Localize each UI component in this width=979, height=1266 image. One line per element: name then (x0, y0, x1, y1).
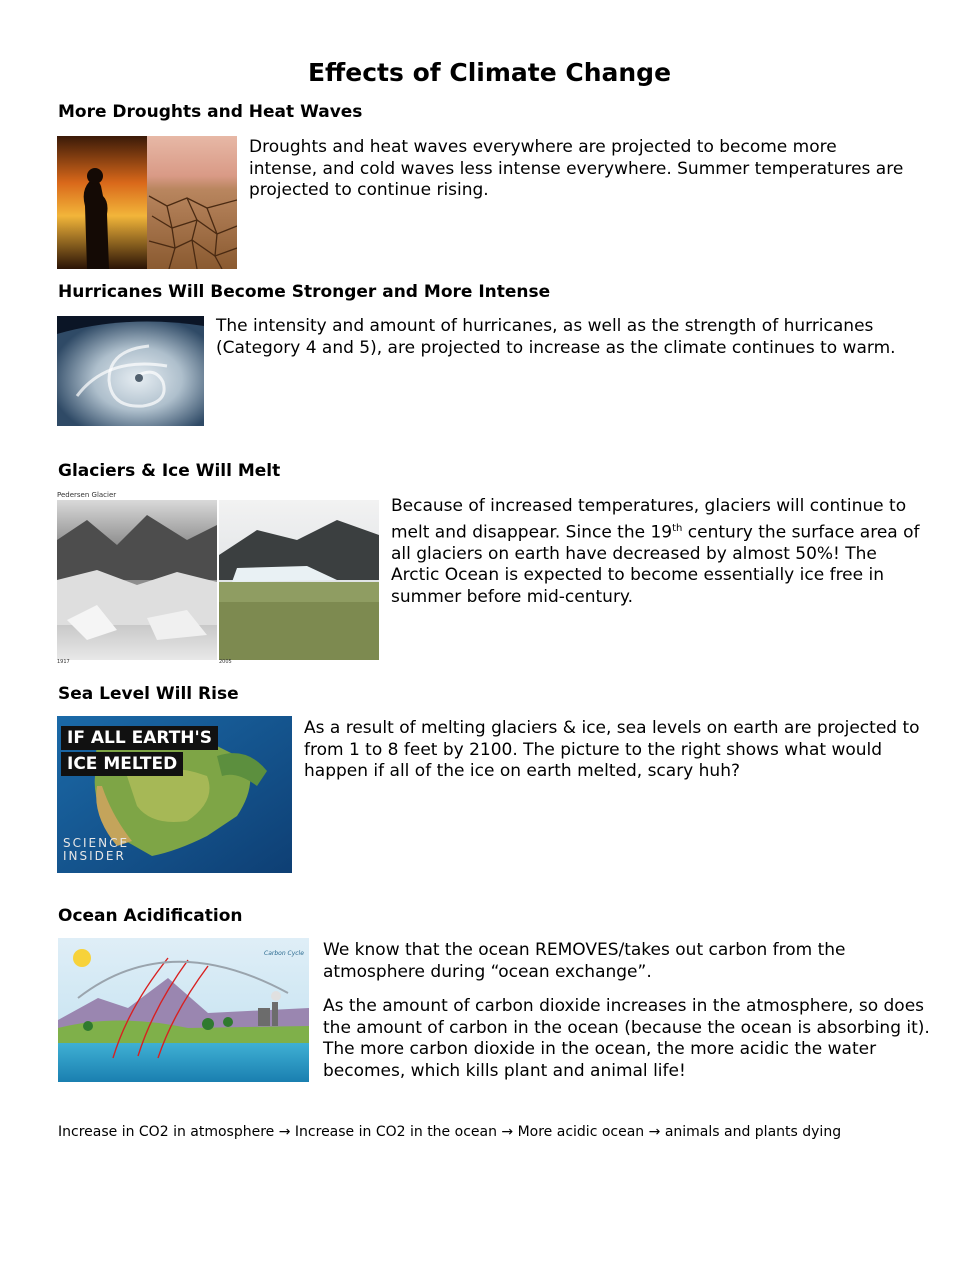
sea-level-tag-line1: IF ALL EARTH'S (61, 726, 218, 750)
heading-sea-level: Sea Level Will Rise (58, 684, 239, 704)
droughts-fire-image (57, 136, 237, 269)
glaciers-text (391, 496, 921, 608)
sea-level-tag-line2: ICE MELTED (61, 752, 183, 776)
sea-level-text: As a result of melting glaciers & ice, sea levels on earth are projected to from 1 to 8 feet by 2100. The picture to the right shows what would happen if all of the ice on earth melted, scary huh? (304, 718, 920, 781)
flow-step-3: More acidic ocean (517, 1124, 645, 1140)
glaciers-text-part1: Because of increased temperatures, glaciers will continue to melt and disappear. Since the 19 (391, 496, 907, 543)
co2-flow-chain (58, 1124, 841, 1140)
heading-hurricanes: Hurricanes Will Become Stronger and More Intense (58, 282, 551, 302)
carbon-cycle-label: Carbon Cycle (264, 950, 304, 957)
logo-line1: SCIENCE (63, 836, 130, 850)
heading-glaciers: Glaciers & Ice Will Melt (58, 461, 281, 481)
carbon-cycle-image (58, 938, 309, 1082)
glacier-image-caption: Pedersen Glacier (57, 491, 117, 499)
ocean-text-2: As the amount of carbon dioxide increases in the atmosphere, so does the amount of carbon in the ocean (because the ocean is absorbing it). The more carbon dioxide in the ocean, the more acidic the water becomes, which kills plant and animal life! (323, 996, 930, 1081)
heading-droughts: More Droughts and Heat Waves (58, 102, 363, 122)
glaciers-text-sup: th (672, 522, 683, 534)
flow-step-1: Increase in CO2 in atmosphere (58, 1124, 275, 1140)
flow-step-4: animals and plants dying (664, 1124, 842, 1140)
ocean-text-1: We know that the ocean REMOVES/takes out carbon from the atmosphere during “ocean exchange”. (323, 940, 846, 982)
heading-ocean-acidification: Ocean Acidification (58, 906, 243, 926)
page-title: Effects of Climate Change (307, 58, 672, 87)
glaciers-text-part2: century the surface area of all glaciers on earth have decreased by almost 50%! The Arctic Ocean is expected to become essentially ice free in summer before mid-century. (391, 522, 920, 607)
hurricane-image (57, 316, 204, 426)
sea-level-map-image (57, 716, 292, 873)
logo-line2: INSIDER (63, 849, 126, 863)
arrow-right-icon: → (648, 1124, 661, 1140)
arrow-right-icon: → (278, 1124, 291, 1140)
flow-step-2: Increase in CO2 in the ocean (294, 1124, 497, 1140)
glacier-year-right: 2005 (219, 659, 232, 665)
droughts-text: Droughts and heat waves everywhere are projected to become more intense, and cold waves less intense everywhere. Summer temperatures are projected to continue rising. (249, 137, 904, 200)
arrow-right-icon: → (501, 1124, 514, 1140)
hurricanes-text: The intensity and amount of hurricanes, as well as the strength of hurricanes (Category 4 and 5), are projected to increase as the climate continues to warm. (216, 316, 896, 358)
glacier-year-left: 1917 (57, 659, 70, 665)
glacier-comparison-image (57, 491, 379, 666)
science-insider-logo (63, 837, 129, 863)
